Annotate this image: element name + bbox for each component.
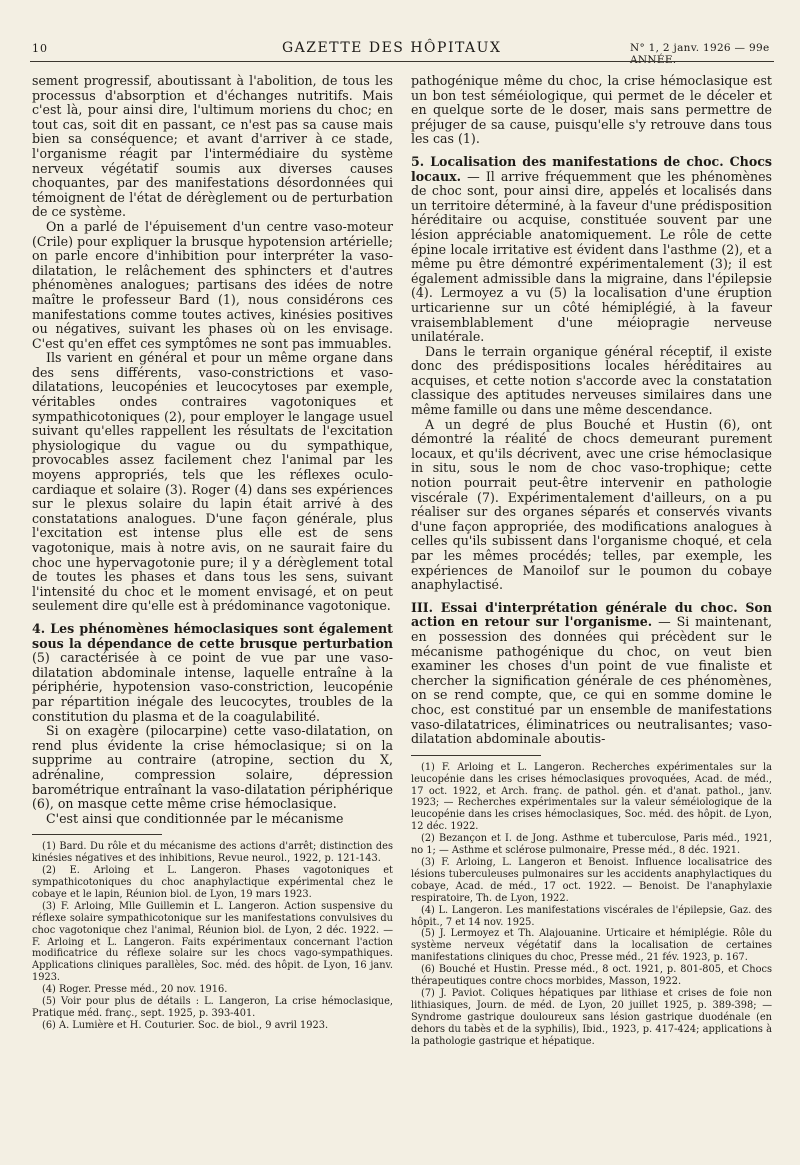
section-5-text: — Il arrive fréquemment que les phénomènes de choc sont, pour ainsi dire, appelés et localisés dans un territoire déterminé, à la faveur d'une prédisposition héréditaire ou acquise, constituée souvent par une lésion appréciable anatomiquement. Le rôle de cette épine locale irritative est évident dans l'asthme (2), et a même pu être démontré expérimentalement (3); il est également admissible dans la migraine, dans l'épilepsie (4). Lermoyez a vu (5) la localisation d'une éruption urticarienne sur un côté hémiplégié, à la faveur vraisemblablement d'une méiopragie nerveuse unilatérale. [411, 168, 772, 345]
footnote: (1) F. Arloing et L. Langeron. Recherches expérimentales sur la leucopénie dans les crises hémoclasiques provoquées, Acad. de méd., 17 oct. 1922, et Arch. franç. de pathol. gén. et d'anat. pathol., janv. 1923; — Recherches expérimentales sur la valeur séméiologique de la leucopénie dans les crises hémoclasiques, Soc. méd. des hôpit. de Lyon, 12 déc. 1922. [411, 761, 772, 833]
footnote: (4) L. Langeron. Les manifestations viscérales de l'épilepsie, Gaz. des hôpit., 7 et 14 nov. 1925. [411, 904, 772, 928]
body-paragraph: C'est ainsi que conditionnée par le mécanisme [46, 810, 344, 826]
section-5-heading: 5. Localisation des manifestations de choc. Chocs locaux. [411, 153, 772, 184]
left-column [32, 74, 393, 1032]
body-paragraph: Ils varient en général et pour un même organe dans des sens différents, vaso-constrictions et vaso-dilatations, leucopénies et leucocytoses par exemple, véritables ondes contraires vagotoniques et sympathicotoniques (2), pour employer le langage usuel suivant qu'elles rappellent les résultats de l'excitation physiologique du vague ou du sympathique, provocables assez facilement chez l'animal par les moyens appropriés, tels que les réflexes oculo-cardiaque et solaire (3). Roger (4) dans ses expériences sur le plexus solaire du lapin était arrivé à des constatations analogues. D'une façon générale, plus l'excitation est intense plus elle est de sens vagotonique, mais à notre avis, on ne saurait faire du choc une hypervagotonie pure; il y a dérèglement total de toutes les phases et dans tous les sens, suivant l'intensité du choc et le moment envisagé, et on peut seulement dire qu'elle est à prédominance vagotonique. [32, 350, 393, 614]
body-paragraph: On a parlé de l'épuisement d'un centre vaso-moteur (Crile) pour expliquer la brusque hypotension artérielle; on parle encore d'inhibition pour interpréter la vaso-dilatation, le relâchement des sphincters et d'autres phénomènes analogues; partisans des idées de notre maître le professeur Bard (1), nous considérons ces manifestations comme toutes actives, kinésies positives ou négatives, suivant les phases où on les envisage. C'est qu'en effet ces symptômes ne sont pas immuables. [32, 218, 393, 351]
footnote: (7) J. Paviot. Coliques hépatiques par lithiase et crises de foie non lithiasiques, Journ. de méd. de Lyon, 20 juillet 1925, p. 389-398; — Syndrome gastrique douloureux sans lésion gastrique duodénale (en dehors du tabès et de la syphilis), Ibid., 1923, p. 417-424; applications à la pathologie gastrique et hépatique. [411, 987, 772, 1047]
body-paragraph: sement progressif, aboutissant à l'abolition, de tous les processus d'absorption et d'échanges nutritifs. Mais c'est là, pour ainsi dire, l'ultimum moriens du choc; en tout cas, soit dit en passant, ce n'est pas sa cause mais bien sa conséquence; et avant d'arriver à ce stade, l'organisme réagit par l'intermédiaire du système nerveux végétatif soumis aux diverses causes choquantes, par des manifestations désordonnées qui témoignent de l'état de dérèglement ou de perturbation de ce système. [32, 73, 393, 220]
footnote: (4) Roger. Presse méd., 20 nov. 1916. [42, 984, 228, 996]
page-header [32, 38, 772, 66]
footnote: (6) A. Lumière et H. Couturier. Soc. de biol., 9 avril 1923. [42, 1019, 329, 1031]
section-3-text: — Si maintenant, en possession des données qui précèdent sur le mécanisme pathogénique du choc, on veut bien examiner les choses d'un point de vue finaliste et chercher la signification générale de ces phénomènes, on se rend compte, que, ce qui en somme domine le choc, est constitué par un ensemble de manifestations vaso-dilatatrices, éliminatrices ou neutralisantes; vaso-dilatation abdominale aboutis- [411, 614, 773, 747]
footnote: (5) J. Lermoyez et Th. Alajouanine. Urticaire et hémiplégie. Rôle du système nerveux végétatif dans la localisation de certaines manifestations cliniques du choc, Presse méd., 21 fév. 1923, p. 167. [411, 928, 772, 964]
section-3-heading: III. Essai d'interprétation générale du choc. Son action en retour sur l'organisme. [411, 599, 772, 630]
body-paragraph: A un degré de plus Bouché et Hustin (6), ont démontré la réalité de chocs demeurant purement locaux, et qu'ils décrivent, avec une crise hémoclasique in situ, sous le nom de choc vaso-trophique; cette notion pourrait peut-être intervenir en pathologie viscérale (7). Expérimentalement d'ailleurs, on a pu réaliser sur des organes séparés et conservés vivants d'une façon appropriée, des modifications analogues à celles qu'ils subissent dans l'organisme choqué, et cela par les mêmes procédés; telles, par exemple, les expériences de Manoilof sur le poumon du cobaye anaphylactisé. [411, 416, 772, 593]
footnote: (5) Voir pour plus de détails : L. Langeron, La crise hémoclasique, Pratique méd. franç., sept. 1925, p. 393-401. [32, 996, 393, 1019]
footnote: (3) F. Arloing, Mlle Guillemin et L. Langeron. Action suspensive du réflexe solaire sympathicotonique sur les manifestations convulsives du choc vagotonique chez l'animal, Réunion biol. de Lyon, 2 déc. 1922. — F. Arloing et L. Langeron. Faits expérimentaux concernant l'action modificatrice du réflexe solaire sur les chocs vago-sympathiques. Applications cliniques parallèles, Soc. méd. des hôpit. de Lyon, 16 janv. 1923. [32, 900, 393, 984]
footnote-separator [411, 755, 541, 756]
footnote: (1) Bard. Du rôle et du mécanisme des actions d'arrêt; distinction des kinésies négatives et des inhibitions, Revue neurol., 1922, p. 121-143. [32, 841, 393, 865]
footnote: (3) F. Arloing, L. Langeron et Benoist. Influence localisatrice des lésions tuberculeuses pulmonaires sur les accidents anaphylactiques du cobaye, Acad. de méd., 17 oct. 1922. — Benoist. De l'anaphylaxie respiratoire, Th. de Lyon, 1922. [411, 856, 772, 904]
footnote: (2) E. Arloing et L. Langeron. Phases vagotoniques et sympathicotoniques du choc anaphylactique expérimental chez le cobaye et le lapin, Réunion biol. de Lyon, 19 mars 1923. [32, 865, 393, 900]
journal-title: GAZETTE DES HÔPITAUX [282, 40, 502, 56]
issue-info: N° 1, 2 janv. 1926 — 99e ANNÉE. [630, 42, 770, 66]
right-column [411, 74, 772, 1047]
footnote-separator [32, 834, 162, 835]
body-paragraph: Dans le terrain organique général réceptif, il existe donc des prédispositions locales héréditaires au acquises, et cette notion s'accorde avec la constatation classique des aptitudes nerveuses similaires dans une même famille ou dans une même descendance. [411, 343, 772, 418]
section-4-text: (5) caractérisée à ce point de vue par une vaso-dilatation abdominale intense, laquelle entraîne à la périphérie, hypotension vaso-constriction, leucopénie par répartition inégale des leucocytes, troubles de la constitution du plasma et de la coagulabilité. [32, 650, 393, 724]
body-paragraph: Si on exagère (pilocarpine) cette vaso-dilatation, on rend plus évidente la crise hémoclasique; si on la supprime au contraire (atropine, section du X, adrénaline, compression solaire, dépression barométrique entraînant la vaso-dilatation périphérique (6), on masque cette même crise hémoclasique. [32, 723, 393, 812]
left-footnotes [32, 841, 393, 1032]
header-rule [30, 61, 774, 62]
footnote: (6) Bouché et Hustin. Presse méd., 8 oct. 1921, p. 801-805, et Chocs thérapeutiques contre chocs morbides, Masson, 1922. [411, 964, 772, 988]
section-4-heading: 4. Les phénomènes hémoclasiques sont également sous la dépendance de cette brusque perturbation [32, 620, 393, 651]
footnote: (2) Bezançon et I. de Jong. Asthme et tuberculose, Paris méd., 1921, no 1; — Asthme et sclérose pulmonaire, Presse méd., 8 déc. 1921. [411, 833, 772, 857]
page-number: 10 [32, 42, 48, 55]
body-paragraph: pathogénique même du choc, la crise hémoclasique est un bon test séméiologique, qui permet de le déceler et en quelque sorte de le doser, mais sans permettre de préjuger de sa cause, puisqu'elle s'y retrouve dans tous les cas (1). [411, 73, 772, 147]
right-footnotes [411, 762, 772, 1048]
